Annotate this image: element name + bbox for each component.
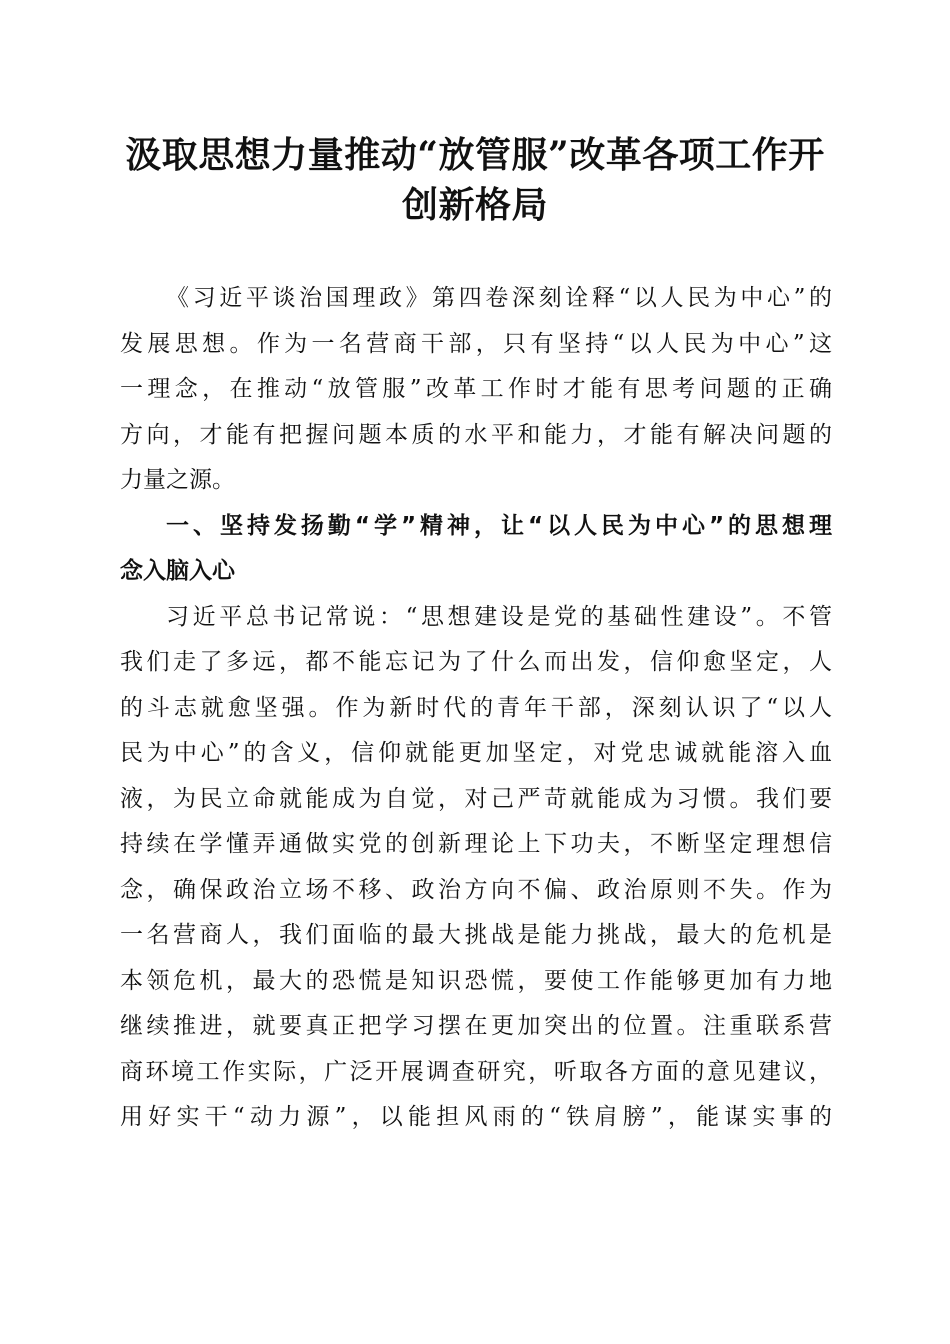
text-line: 的斗志就愈坚强。作为新时代的青年干部，深刻认识了“以人 [120, 694, 832, 721]
text-line: 商环境工作实际，广泛开展调查研究，听取各方面的意见建议， [120, 1058, 832, 1085]
text-line: 持续在学懂弄通做实党的创新理论上下功夫，不断坚定理想信 [120, 831, 832, 857]
text-line: 本领危机，最大的恐慌是知识恐慌，要使工作能够更加有力地 [120, 967, 832, 994]
text-line: 民为中心”的含义，信仰就能更加坚定，对党忠诚就能溶入血 [120, 740, 832, 766]
title-line: 创新格局 [401, 184, 548, 226]
document-body [120, 280, 832, 1145]
text-line: 我们走了多远，都不能忘记为了什么而出发，信仰愈坚定，人 [120, 649, 832, 675]
text-line: 液，为民立命就能成为自觉，对己严苛就能成为习惯。我们要 [120, 785, 832, 812]
text-line: 习近平总书记常说：“思想建设是党的基础性建设”。不管 [166, 603, 832, 630]
text-line: 用好实干“动力源”，以能担风雨的“铁肩膀”，能谋实事的 [120, 1104, 832, 1130]
title-line: 汲取思想力量推动“放管服”改革各项工作开 [125, 134, 825, 176]
text-line: 一理念，在推动“放管服”改革工作时才能有思考问题的正确 [120, 376, 832, 402]
text-line: 力量之源。 [120, 467, 235, 493]
text-line: 念，确保政治立场不移、政治方向不偏、政治原则不失。作为 [120, 876, 832, 903]
text-line: 《习近平谈治国理政》第四卷深刻诠释“以人民为中心”的 [166, 285, 832, 311]
text-line: 继续推进，就要真正把学习摆在更加突出的位置。注重联系营 [120, 1013, 832, 1039]
paragraph-intro [120, 280, 832, 508]
text-line: 一名营商人，我们面临的最大挑战是能力挑战，最大的危机是 [120, 922, 832, 948]
text-line: 发展思想。作为一名营商干部，只有坚持“以人民为中心”这 [120, 330, 832, 357]
document-title [110, 130, 840, 230]
heading-line: 念入脑入心 [120, 558, 235, 584]
text-line: 方向，才能有把握问题本质的水平和能力，才能有解决问题的 [120, 421, 832, 448]
heading-line: 一、坚持发扬勤“学”精神，让“以人民为中心”的思想理 [166, 512, 832, 539]
section-heading [120, 508, 832, 599]
paragraph-section-1 [120, 599, 832, 1145]
